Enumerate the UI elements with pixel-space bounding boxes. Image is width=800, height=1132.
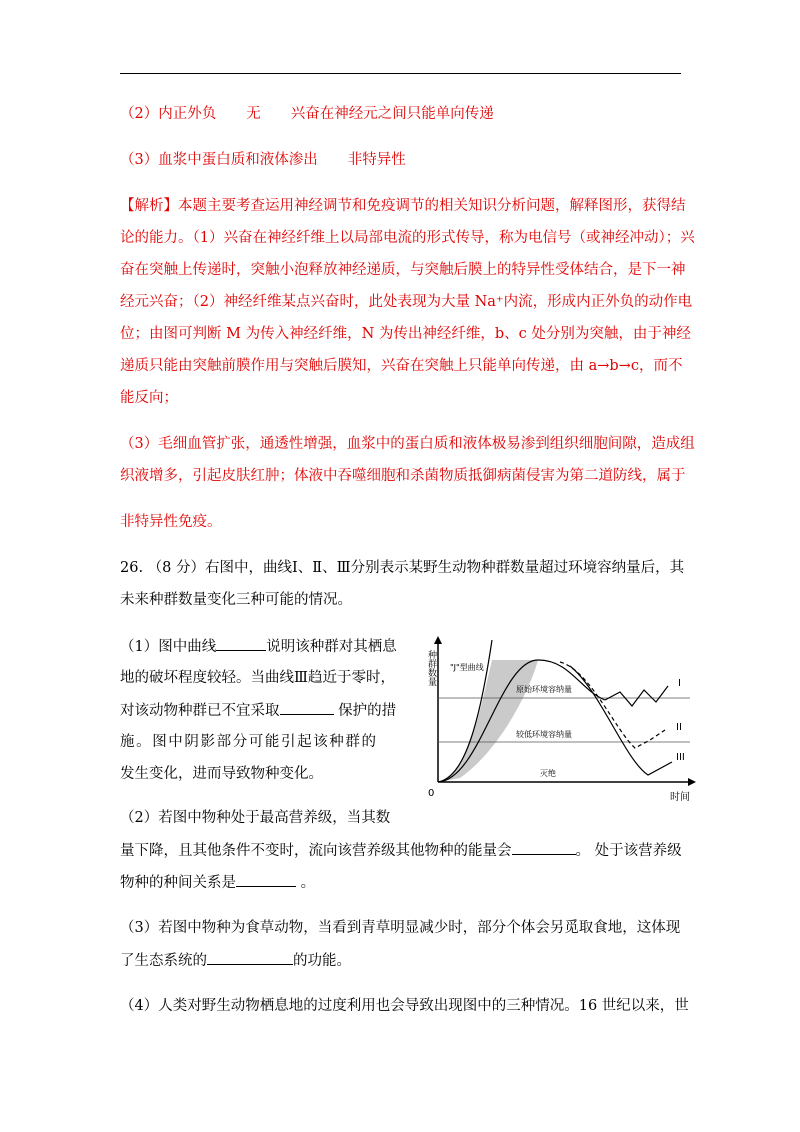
q26-p1: 地的破坏程度较轻。当曲线Ⅲ趋近于零时， xyxy=(120,670,395,686)
analysis-line: 【解析】本题主要考查运用神经调节和免疫调节的相关知识分析问题，解释图形，获得结 xyxy=(120,198,686,214)
original-capacity-label: 原始环境容纳量 xyxy=(516,685,572,694)
q26-intro: 未来种群数量变化三种可能的情况。 xyxy=(120,592,352,608)
curve-III xyxy=(570,666,672,775)
x-axis-label: 时间 xyxy=(670,792,690,803)
analysis-line: 奋在突触上传递时，突触小泡释放神经递质，与突触后膜上的特异性受体结合，是下一神 xyxy=(120,262,686,278)
answer-blank[interactable] xyxy=(207,950,293,965)
q26-p2: 量下降，且其他条件不变时，流向该营养级其他物种的能量会 。 处于该营养级 xyxy=(120,840,682,861)
answer-blank[interactable] xyxy=(236,872,296,887)
curve-II xyxy=(560,662,665,748)
lower-capacity-label: 较低环境容纳量 xyxy=(516,730,572,739)
q26-p1: 发生变化，进而导致物种变化。 xyxy=(120,766,323,782)
answer-blank[interactable] xyxy=(280,700,334,715)
x-axis-arrow xyxy=(688,778,696,786)
answer-blank[interactable] xyxy=(512,840,576,855)
population-curve-figure xyxy=(420,630,700,816)
analysis-p3-line: 织液增多，引起皮肤红肿；体液中吞噬细胞和杀菌物质抵御病菌侵害为第二道防线，属于 xyxy=(120,468,686,484)
q26-p3: （3）若图中物种为食草动物，当看到青草明显减少时，部分个体会另觅取食地，这体现 xyxy=(120,920,681,936)
curve-I-label: I xyxy=(678,678,681,689)
header-rule xyxy=(120,73,681,74)
q26-p4: （4）人类对野生动物栖息地的过度利用也会导致出现图中的三种情况。16 世纪以来，世 xyxy=(120,998,689,1014)
extinction-label: 灭绝 xyxy=(540,769,556,778)
y-axis-arrow xyxy=(434,636,442,644)
analysis-line: 经元兴奋；（2）神经纤维某点兴奋时，此处表现为大量 Na⁺内流，形成内正外负的动作电 xyxy=(120,294,693,310)
answer-2: （2）内正外负 无 兴奋在神经元之间只能单向传递 xyxy=(120,106,494,122)
q26-p1: （1）图中曲线 说明该种群对其栖息 xyxy=(120,636,397,657)
shaded-area xyxy=(438,660,538,782)
analysis-p3-line: 非特异性免疫。 xyxy=(120,514,222,530)
analysis-line: 论的能力。（1）兴奋在神经纤维上以局部电流的形式传导，称为电信号（或神经冲动）；兴 xyxy=(120,230,695,246)
q26-p2: 物种的种间关系是 。 xyxy=(120,872,315,893)
q26-p1: 施。图中阴影部分可能引起该种群的 xyxy=(120,734,378,750)
origin-label: 0 xyxy=(428,788,435,799)
curve-III-label: III xyxy=(676,752,685,763)
answer-3: （3）血浆中蛋白质和液体渗出 非特异性 xyxy=(120,152,406,168)
q26-p2: （2）若图中物种处于最高营养级，当其数 xyxy=(120,810,391,826)
analysis-line: 能反向； xyxy=(120,390,178,406)
answer-blank[interactable] xyxy=(216,636,266,651)
q26-p3: 了生态系统的 的功能。 xyxy=(120,950,351,971)
curve-II-label: II xyxy=(676,722,682,733)
y-axis-label: 种群数量 xyxy=(426,650,436,686)
analysis-line: 递质只能由突触前膜作用与突触后膜知，兴奋在突触上只能单向传递，由 a→b→c，而不 xyxy=(120,358,683,374)
analysis-p3-line: （3）毛细血管扩张，通透性增强，血浆中的蛋白质和液体极易渗到组织细胞间隙，造成组 xyxy=(120,436,695,452)
curve-I xyxy=(605,686,668,706)
j-curve-label: "J"型曲线 xyxy=(450,663,484,672)
q26-intro: 26. （8 分）右图中，曲线Ⅰ、Ⅱ、Ⅲ分别表示某野生动物种群数量超过环境容纳量后，其 xyxy=(120,560,685,576)
analysis-line: 位；由图可判断 M 为传入神经纤维，N 为传出神经纤维，b、c 处分别为突触，由于神经 xyxy=(120,326,691,342)
q26-p1: 对该动物种群已不宜采取 保护的措 xyxy=(120,700,396,721)
